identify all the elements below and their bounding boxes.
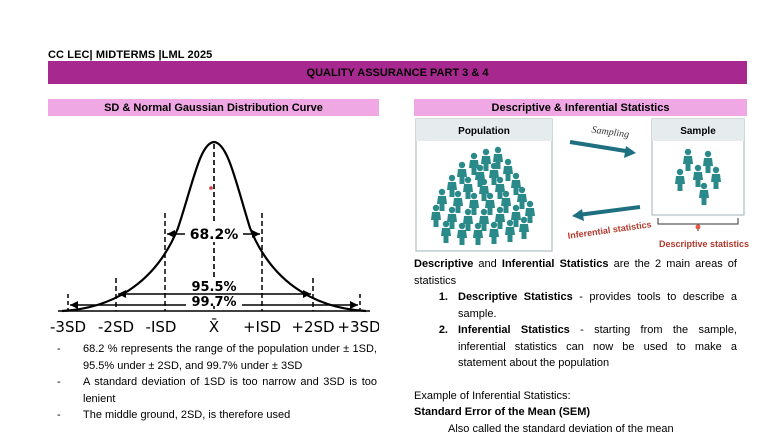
section-heading-statistics: Descriptive & Inferential Statistics (414, 99, 747, 116)
population-label: Population (458, 126, 510, 137)
axis-label-minus2sd: -2SD (97, 318, 135, 336)
example-label: Example of Inferential Statistics: (414, 389, 571, 402)
inferential-arrow (578, 207, 640, 215)
axis-label-mean: X̄ (208, 318, 220, 336)
document-title: QUALITY ASSURANCE PART 3 & 4 (306, 66, 489, 79)
sem-heading: Standard Error of the Mean (SEM) (414, 406, 591, 418)
list-number: 1. (438, 291, 448, 303)
normal-curve-svg (48, 118, 379, 340)
sampling-label: Sampling (590, 124, 630, 141)
list-item (414, 322, 737, 372)
population-sample-svg (414, 117, 750, 253)
statistics-list (414, 289, 737, 372)
list-term: Inferential Statistics (458, 324, 570, 336)
intro-rest: are the 2 main areas of statistics (414, 258, 737, 287)
descriptive-statistics-label: Descriptive statistics (658, 239, 750, 249)
intro-term-inferential: Inferential Statistics (501, 258, 609, 270)
bullet-item (57, 374, 377, 407)
bullet-item (57, 341, 377, 374)
label-95: 95.5% (191, 280, 237, 295)
bullet-text: 68.2 % represents the range of the population under ± 1SD, 95.5% under ± 2SD, and 99.7% under ± 3SD (83, 343, 377, 372)
red-marker-dot (209, 186, 213, 190)
intro-term-descriptive: Descriptive (414, 258, 474, 270)
sample-label: Sample (680, 126, 716, 137)
sampling-arrow (570, 142, 632, 152)
bullet-item (57, 407, 377, 424)
axis-label-minus3sd: -3SD (49, 318, 87, 336)
bullet-text: The middle ground, 2SD, is therefore used (83, 409, 291, 421)
bullet-dash: - (57, 343, 61, 355)
sem-description: Also called the standard deviation of the mean (448, 422, 674, 435)
intro-and: and (473, 258, 502, 270)
label-99: 99.7% (191, 295, 237, 310)
axis-label-minus1sd: -ISD (145, 318, 177, 336)
bullet-dash: - (57, 409, 61, 421)
list-desc: - starting from the sample, inferential statistics can now be used to make a statement about the population (458, 324, 737, 369)
sd-bullet-list (57, 341, 377, 424)
list-item (414, 289, 737, 322)
statistics-intro (414, 256, 737, 289)
axis-label-plus3sd: +3SD (337, 318, 379, 336)
list-term: Descriptive Statistics (458, 291, 573, 303)
section-heading-sd-curve: SD & Normal Gaussian Distribution Curve (48, 99, 379, 116)
list-text (458, 289, 737, 322)
axis-label-plus1sd: +ISD (242, 318, 282, 336)
statistics-text-block (414, 256, 737, 437)
bullet-text: A standard deviation of 1SD is too narrow and 3SD is too lenient (83, 376, 377, 405)
label-68: 68.2% (189, 227, 239, 243)
bullet-dash: - (57, 376, 61, 388)
axis-label-plus2sd: +2SD (291, 318, 335, 336)
population-sample-illustration (414, 117, 750, 253)
course-header: CC LEC| MIDTERMS |LML 2025 (48, 49, 213, 61)
normal-curve-figure (48, 118, 379, 340)
list-desc: - provides tools to describe a sample. (458, 291, 737, 320)
document-title-bar (48, 61, 747, 84)
list-number: 2. (438, 324, 448, 336)
inferential-statistics-label: Inferential statistics (567, 219, 653, 241)
list-text (458, 322, 737, 372)
